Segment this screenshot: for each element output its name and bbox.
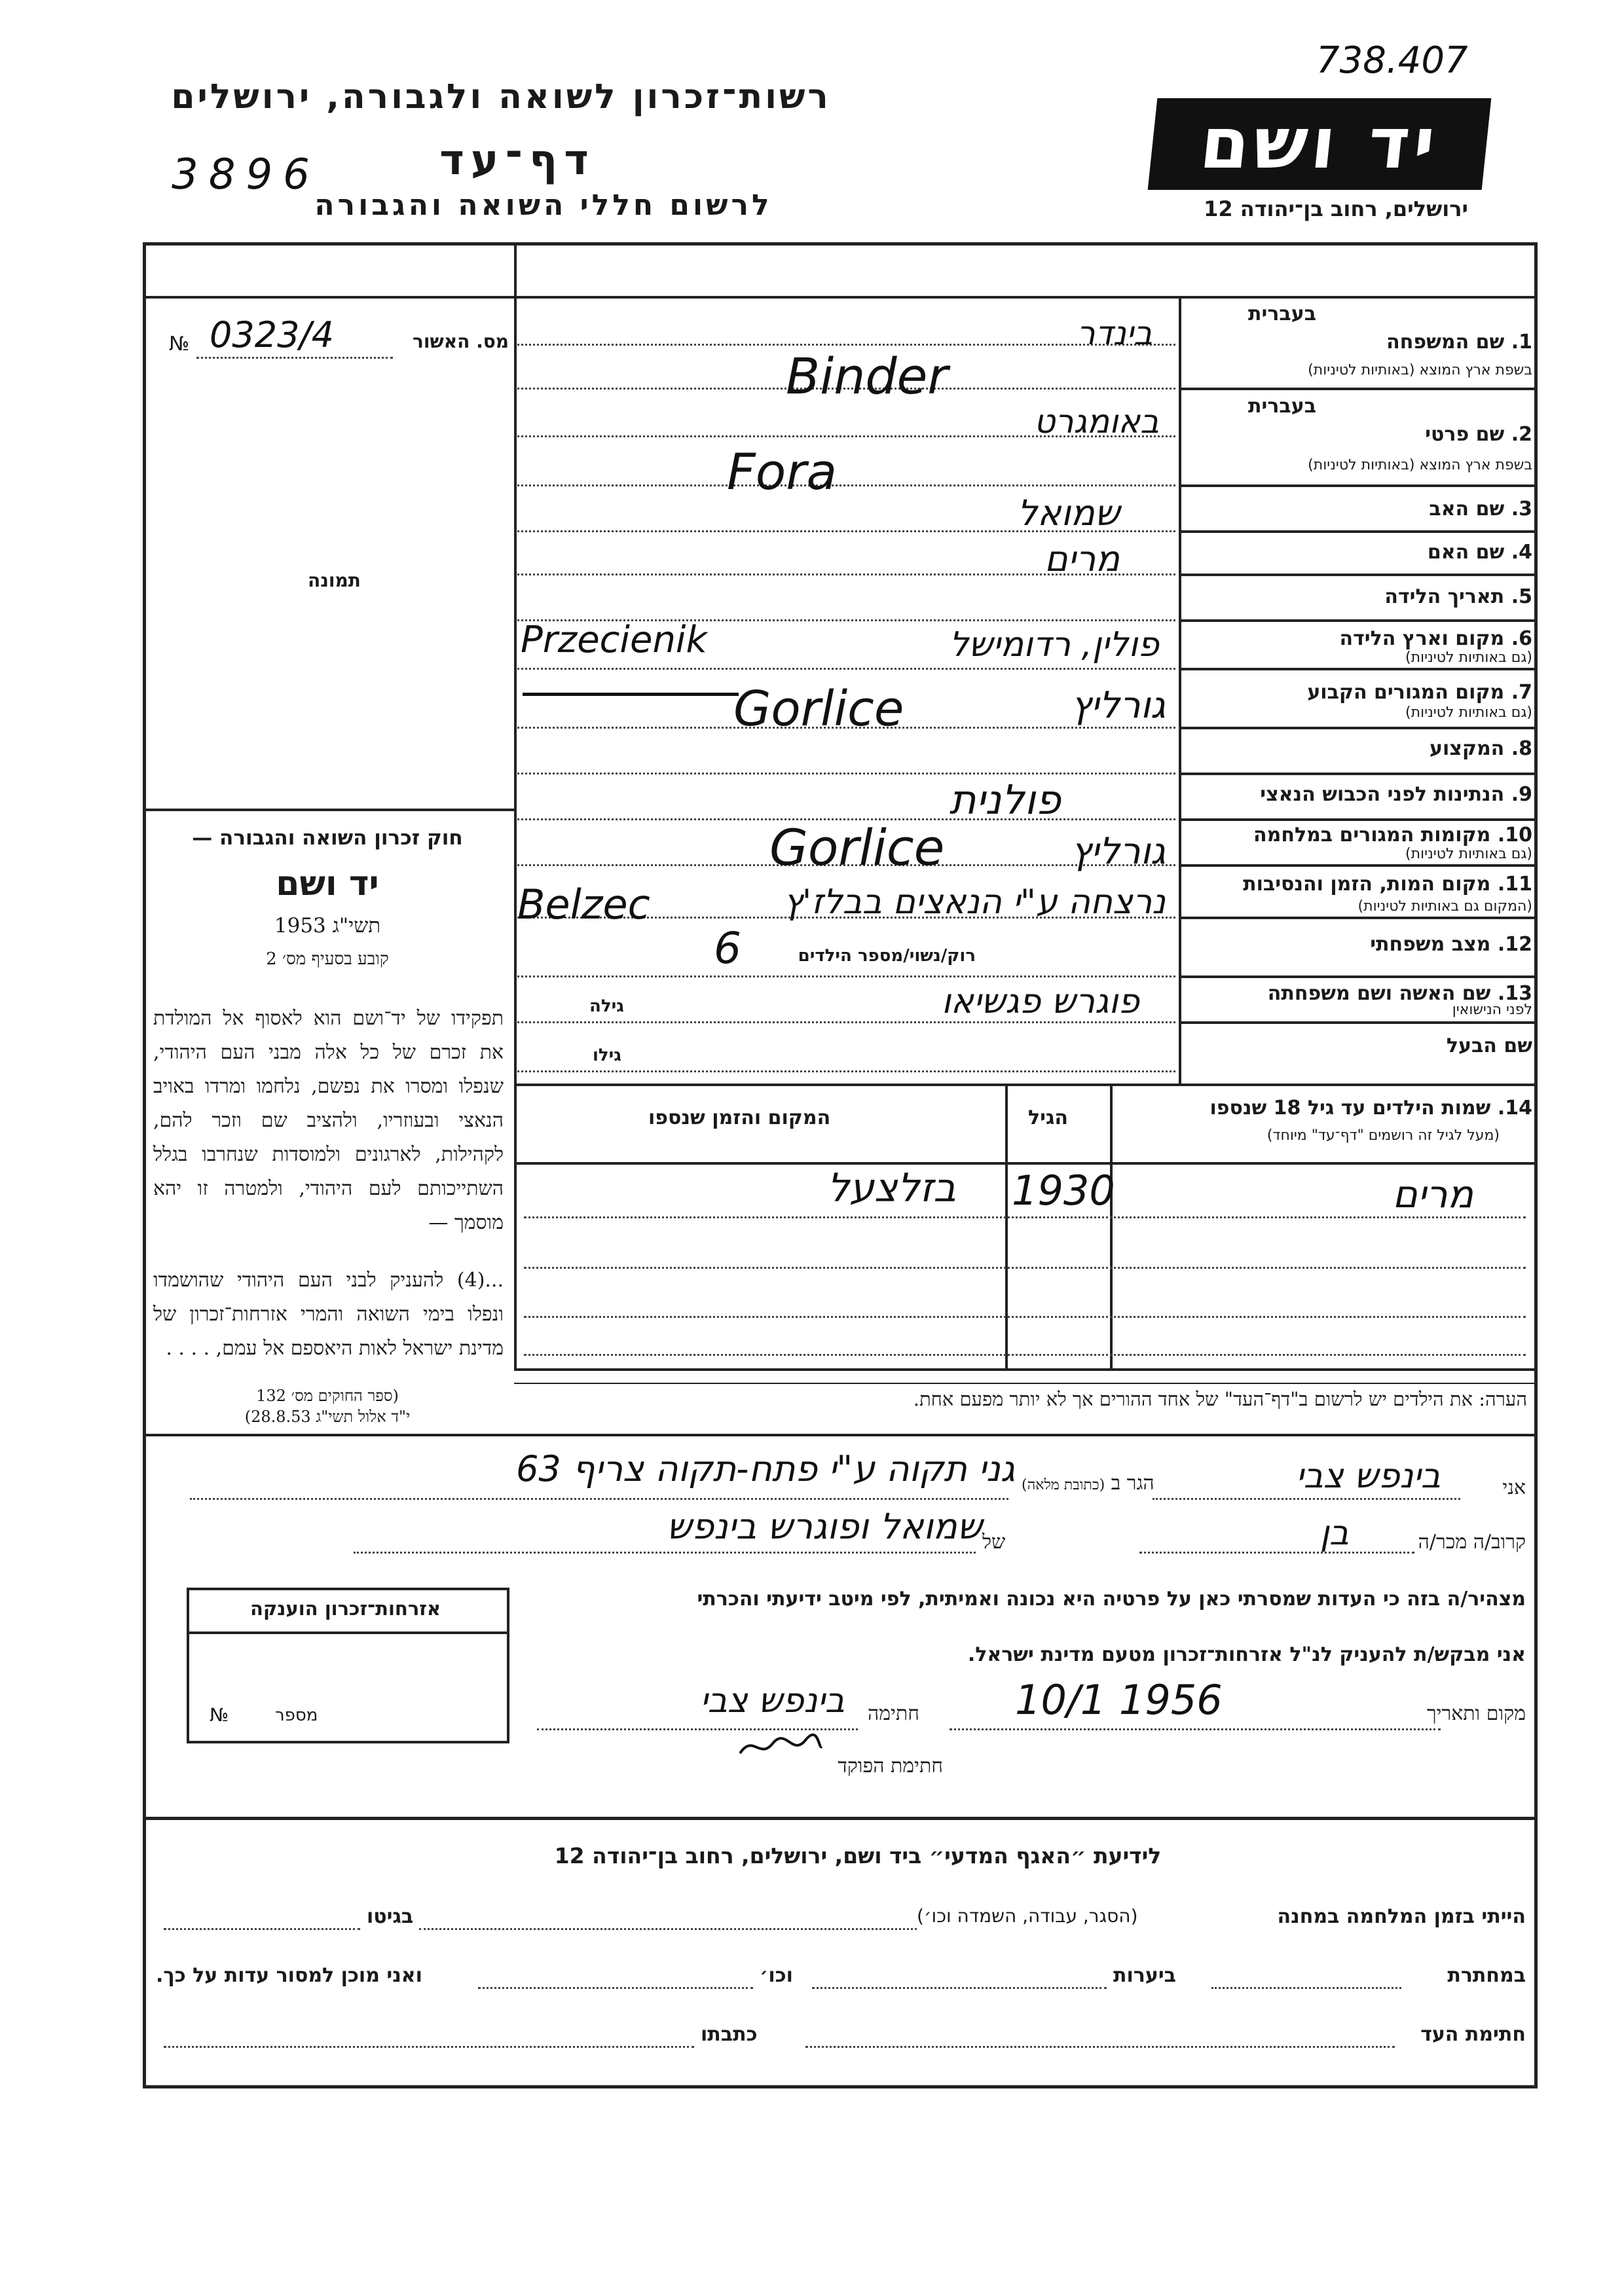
citizenship-title: אזרחות־זכרון הוענקה	[249, 1597, 441, 1620]
law-source: (ספר החוקים מס׳ 132	[256, 1387, 399, 1405]
decl-relative-value: בן	[1320, 1514, 1349, 1553]
field-13-note: לפני הנישואין	[1452, 1002, 1532, 1018]
approval-no-symbol: №	[169, 333, 190, 355]
children-table-title: 14. שמות הילדים עד גיל 18 שנספו	[1209, 1097, 1532, 1120]
field-7-label: 7. מקום המגורים הקבוע	[1307, 681, 1532, 704]
footer-line2-b: ביערות	[1113, 1964, 1176, 1987]
field-4-label: 4. שם האם	[1427, 541, 1532, 564]
decl-date-value: 10/1 1956	[1015, 1676, 1223, 1724]
law-clause: קובע בסעיף מס׳ 2	[266, 949, 389, 969]
children-count-label: רוק/נשוי/מספר הילדים	[798, 946, 976, 966]
footer-line3-b: כתבתו	[701, 2023, 758, 2046]
decl-of-label: של	[982, 1531, 1006, 1554]
field-7-hebrew-value: גורליץ	[1071, 684, 1166, 727]
law-year: תשי"ג 1953	[274, 914, 381, 938]
field-9-value: פולנית	[949, 776, 1061, 824]
field-1-hebrew-value: בינדר	[1077, 314, 1153, 352]
authority-line: רשות־זכרון לשואה ולגבורה, ירושלים	[171, 77, 831, 117]
field-4-value: מרים	[1044, 538, 1120, 579]
form-title: דף־עד	[439, 136, 595, 185]
form-subtitle: לרשום חללי השואה והגבורה	[314, 189, 773, 222]
approval-label: מס. האשור	[413, 331, 509, 352]
decl-line-4: אני מבקש/ת להעניק לנ"ל אזרחות־זכרון מטעם מדינת ישראל.	[967, 1643, 1526, 1666]
child-1-age: 1930	[1012, 1167, 1115, 1214]
decl-relative-label: קרוב/ה מכר/ה	[1418, 1531, 1526, 1554]
hebrew-col-label-1: בעברית	[1248, 302, 1316, 325]
children-col-age: הגיל	[1028, 1106, 1068, 1129]
field-9-label: 9. הנתינות לפני הכבוש הנאצי	[1260, 783, 1532, 806]
field-3-label: 3. שם האב	[1429, 498, 1532, 520]
footer-line1-b: (הסגר, עבודה, השמדה וכו׳)	[917, 1905, 1138, 1927]
children-count-value: 6	[714, 923, 741, 974]
field-1-latin-value: Binder	[786, 347, 948, 405]
field-11-label: 11. מקום המות, הזמן והנסיבות	[1243, 873, 1532, 896]
field-2-latin-value: Fora	[727, 443, 838, 501]
field-6-hebrew-value: פולין, רדומישל	[949, 625, 1159, 665]
field-10-label: 10. מקומות המגורים במלחמה	[1253, 824, 1532, 847]
field-6-label: 6. מקום וארץ הלידה	[1339, 627, 1532, 650]
footer-line3-a: חתימת העד	[1420, 2023, 1526, 2046]
field-13-label: 13. שם האשה ושם משפחתה	[1267, 982, 1532, 1005]
footer-line1-c: בגיטו	[367, 1905, 414, 1928]
footer-line1-a: הייתי בזמן המלחמה במחנה	[1277, 1905, 1526, 1928]
logo-text: יד ושם	[1196, 103, 1443, 185]
decl-lives-label: הגר ב (כתובת מלאה)	[1022, 1472, 1154, 1495]
citizenship-no-symbol: №	[210, 1704, 229, 1726]
field-11-hebrew-value: נרצחה ע"י הנאצים בבלז'ץ	[783, 883, 1166, 922]
decl-officer-label: חתימת הפוקד	[838, 1755, 943, 1777]
decl-signature-value: בינפש צבי	[700, 1681, 845, 1721]
footer-line2-a: במחתרת	[1447, 1964, 1526, 1987]
field-11-latin-value: Belzec	[517, 881, 650, 928]
law-org: יד ושם	[276, 864, 379, 903]
field-2-hebrew-value: באומגרט	[1033, 403, 1159, 441]
field-10-note: (גם באותיות לטיניות)	[1405, 846, 1532, 862]
field-6-note: (גם באותיות לטיניות)	[1405, 649, 1532, 666]
law-paragraph-1: תפקידו של יד־ושם הוא לאסוף אל המולדת את זכרם של כל אלה מבני העם היהודי, שנפלו ומסרו את נפשם, נלחמו ומרדו באויב הנאצי ובעוזריו, ולהציב שם וזכר להם, לקהילות, לארגונים ולמוסדות שנחרבו בגלל השתייכותם לעם היהודי, ולמטרה זו יהא מוסמך —	[153, 1007, 504, 1234]
field-1-label: 1. שם המשפחה	[1386, 331, 1532, 354]
footer-title: לידיעת ״האגף המדעי״ ביד ושם, ירושלים, רחוב בן־יהודה 12	[554, 1843, 1162, 1868]
field-7-latin-value: Gorlice	[733, 681, 904, 737]
field-3-value: שמואל	[1017, 492, 1120, 534]
law-date: י"ד אלול תשי"ג 28.8.53)	[244, 1408, 411, 1426]
law-title: חוק זכרון השואה והגבורה —	[192, 826, 463, 850]
wife-age-label: גילה	[589, 996, 624, 1016]
photo-label: תמונה	[308, 570, 361, 591]
children-table-note: (מעל לגיל זה רושמים "דף־עד" מיוחד)	[1266, 1127, 1500, 1144]
field-12-label: 12. מצב משפחתי	[1370, 933, 1532, 956]
child-1-place: בזלצעל	[827, 1165, 956, 1211]
page-number: 3896	[172, 151, 320, 199]
field-5-label: 5. תאריך הלידה	[1384, 585, 1532, 608]
field-13-value: פוגרש פגשיאו	[941, 982, 1139, 1021]
hebrew-col-label-2: בעברית	[1248, 395, 1316, 418]
children-col-place: המקום והזמן שנספו	[648, 1106, 831, 1129]
officer-signature-scribble	[733, 1727, 825, 1766]
field-8-label: 8. המקצוע	[1429, 737, 1532, 760]
address-line: ירושלים, רחוב בן־יהודה 12	[1204, 196, 1468, 221]
footer-line2-c: וכו׳	[760, 1964, 793, 1987]
yad-vashem-logo	[1148, 98, 1492, 190]
decl-of-value: שמואל ופוגרש בינפש	[667, 1506, 982, 1547]
field-11-note: (המקום גם באותיות לטיניות)	[1357, 898, 1532, 915]
field-2-label: 2. שם פרטי	[1425, 423, 1532, 446]
decl-place-date-label: מקום ותאריך	[1426, 1702, 1526, 1725]
field-husband-label: שם הבעל	[1446, 1034, 1532, 1057]
field-6-strikethrough	[523, 693, 739, 696]
decl-line-3: מצהיר/ה בזה כי העדות שמסרתי כאן על פרטיה היא נכונה ואמיתית, לפי מיטב ידיעתי והכרתי	[697, 1588, 1526, 1611]
archive-number: 738.407	[1316, 39, 1468, 82]
children-note-line: הערה: את הילדים יש לרשום ב"דף־העד" של אחד ההורים אך לא יותר מפעם אחת.	[913, 1388, 1527, 1410]
approval-number: 0323/4	[210, 314, 334, 355]
husband-age-label: גילו	[593, 1046, 621, 1065]
officer-signature	[733, 1727, 825, 1766]
field-10-hebrew-value: גורליץ	[1071, 830, 1166, 873]
decl-i-value: בינפש צבי	[1296, 1457, 1441, 1496]
field-2-note: בשפת ארץ המוצא (באותיות לטיניות)	[1308, 457, 1532, 473]
footer-line2-d: ואני מוכן למסור עדות על כך.	[156, 1964, 422, 1987]
field-1-note: בשפת ארץ המוצא (באותיות לטיניות)	[1308, 362, 1532, 378]
field-7-note: (גם באותיות לטיניות)	[1405, 704, 1532, 721]
decl-address-value: גני תקוה ע"י פתח-תקוה צריף 63	[516, 1448, 1015, 1489]
field-6-latin-value: Przecienik	[521, 619, 707, 661]
citizenship-number-label: מספר	[275, 1705, 318, 1725]
field-10-latin-value: Gorlice	[769, 818, 945, 877]
law-paragraph-2: ...(4) להעניק לבני העם היהודי שהושמדו ונפלו בימי השואה והמרי אזרחות־זכרון של מדינת ישראל לאות היאספם אל עמם, . . . .	[153, 1269, 504, 1360]
decl-i-label: אני	[1502, 1476, 1526, 1499]
decl-signature-label: חתימה	[868, 1702, 919, 1725]
child-1-name: מרים	[1392, 1172, 1473, 1216]
